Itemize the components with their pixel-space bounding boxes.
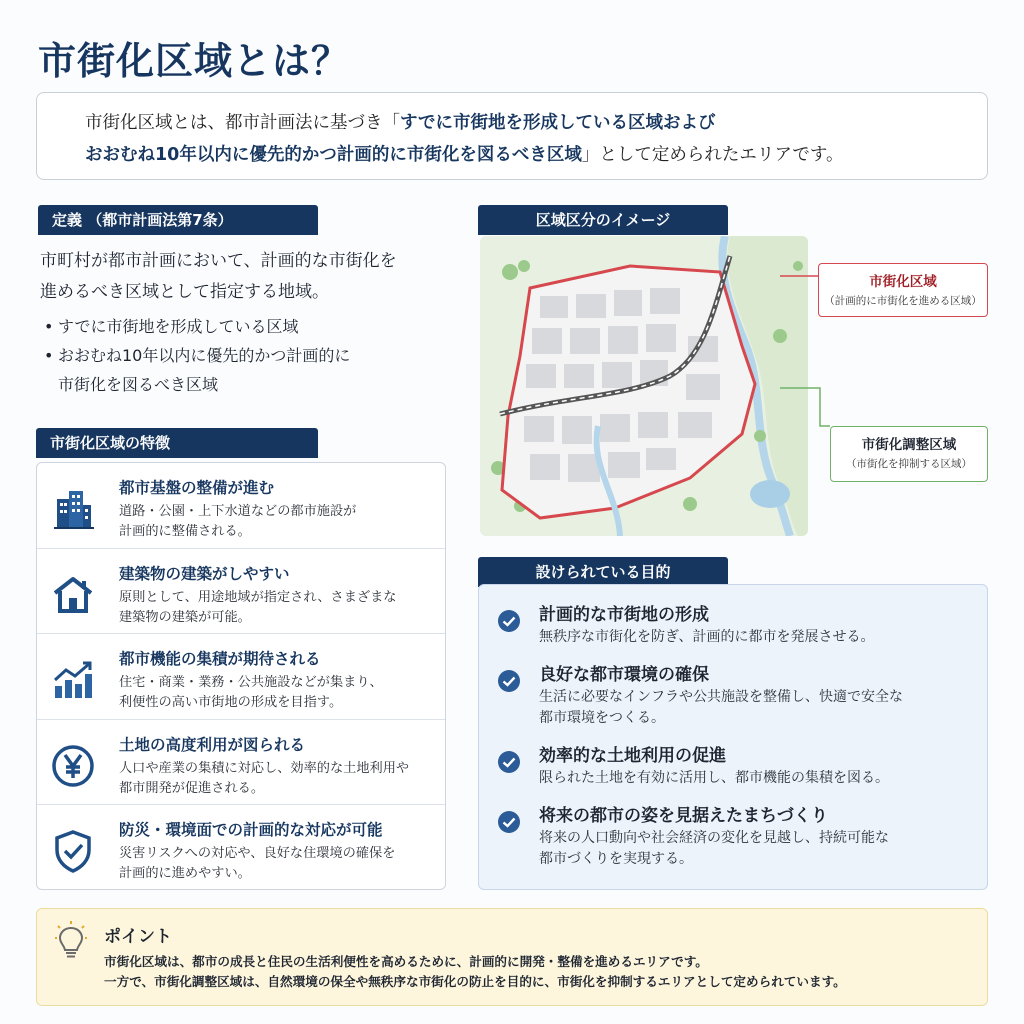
intro-highlight: すでに市街地を形成している区域および	[400, 113, 716, 133]
purpose-description: 生活に必要なインフラや公共施設を整備し、快適で安全な 都市環境をつくる。	[539, 689, 903, 726]
definition-bullets	[44, 312, 444, 399]
purpose-heading: 計画的な市街地の形成	[539, 605, 709, 625]
purpose-heading: 良好な都市環境の確保	[539, 665, 709, 685]
intro-line-1	[85, 107, 987, 139]
check-circle-icon	[497, 750, 521, 774]
intro-text: 市街化区域とは、都市計画法に基づき「	[85, 113, 400, 133]
feature-item	[37, 463, 445, 549]
house-icon	[49, 571, 97, 619]
purpose-item	[497, 603, 987, 648]
feature-heading: 防災・環境面での計画的な対応が可能	[119, 821, 383, 840]
definition-line: 進めるべき区域として指定する地域。	[40, 282, 329, 302]
callout-control-area	[830, 426, 988, 482]
feature-description: 災害リスクへの対応や、良好な住環境の確保を 計画的に進めやすい。	[119, 846, 396, 882]
point-text: 市街化区域は、都市の成長と住民の生活利便性を高めるために、計画的に開発・整備を進めるエリアです。	[104, 954, 708, 969]
purposes-tab: 設けられている目的	[478, 557, 728, 587]
callout-urban-area	[818, 263, 988, 317]
zoning-map-illustration	[480, 236, 808, 536]
purpose-item	[497, 663, 987, 729]
feature-item	[37, 549, 445, 635]
callout-subtitle: （市街化を抑制する区域）	[846, 458, 972, 470]
bullet-text: すでに市街地を形成している区域	[58, 317, 299, 336]
definition-tab: 定義 （都市計画法第7条）	[38, 205, 318, 235]
yen-icon	[49, 742, 97, 790]
point-heading: ポイント	[104, 927, 172, 947]
feature-heading: 土地の高度利用が図られる	[119, 735, 306, 754]
features-tab: 市街化区域の特徴	[36, 428, 318, 458]
feature-item	[37, 634, 445, 720]
purpose-description: 限られた土地を有効に活用し、都市機能の集積を図る。	[539, 770, 889, 786]
intro-text: 」として定められたエリアです。	[581, 145, 844, 165]
callout-subtitle: （計画的に市街化を進める区域）	[824, 295, 982, 307]
purpose-description: 無秩序な市街化を防ぎ、計画的に都市を発展させる。	[539, 629, 875, 645]
check-circle-icon	[497, 669, 521, 693]
purposes-list	[478, 584, 988, 890]
intro-highlight: おおむね10年以内に優先的かつ計画的に市街化を図るべき区域	[85, 145, 582, 165]
bullet-text: おおむね10年以内に優先的かつ計画的に	[58, 346, 351, 365]
buildings-icon	[49, 485, 97, 533]
feature-heading: 建築物の建築がしやすい	[119, 564, 290, 583]
feature-description: 人口や産業の集積に対応し、効率的な土地利用や 都市開発が促進される。	[119, 760, 410, 796]
check-circle-icon	[497, 609, 521, 633]
shield-check-icon	[49, 827, 97, 875]
map-tab: 区域区分のイメージ	[478, 205, 728, 235]
bullet-item	[44, 312, 444, 341]
check-circle-icon	[497, 810, 521, 834]
features-list	[36, 462, 446, 890]
point-text: 一方で、市街化調整区域は、自然環境の保全や無秩序な市街化の防止を目的に、市街化を抑制するエリアとして定められています。	[104, 974, 846, 989]
callout-title: 市街化調整区域	[861, 437, 957, 453]
bullet-text: 市街化を図るべき区域	[58, 375, 219, 394]
chart-growth-icon	[49, 656, 97, 704]
definition-line: 市町村が都市計画において、計画的な市街化を	[40, 251, 397, 271]
feature-description: 道路・公園・上下水道などの都市施設が 計画的に整備される。	[119, 504, 357, 539]
page-title: 市街化区域とは？	[38, 39, 351, 83]
feature-description: 住宅・商業・業務・公共施設などが集まり、 利便性の高い市街地の形成を目指す。	[119, 675, 383, 711]
purpose-description: 将来の人口動向や社会経済の変化を見越し、持続可能な 都市づくりを実現する。	[539, 830, 889, 867]
purpose-heading: 将来の都市の姿を見据えたまちづくり	[539, 806, 828, 826]
callout-title: 市街化区域	[869, 274, 937, 290]
feature-item	[37, 805, 445, 891]
intro-line-2	[85, 139, 987, 171]
feature-description: 原則として、用途地域が指定され、さまざまな 建築物の建築が可能。	[119, 589, 397, 625]
definition-body	[40, 246, 450, 308]
purpose-item	[497, 744, 987, 789]
feature-heading: 都市基盤の整備が進む	[119, 479, 275, 497]
lightbulb-icon	[54, 920, 88, 962]
feature-item	[37, 720, 445, 806]
purpose-heading: 効率的な土地利用の促進	[539, 746, 726, 766]
intro-box	[36, 92, 988, 180]
purpose-item	[497, 804, 987, 870]
feature-heading: 都市機能の集積が期待される	[119, 650, 321, 669]
bullet-item	[44, 341, 444, 399]
